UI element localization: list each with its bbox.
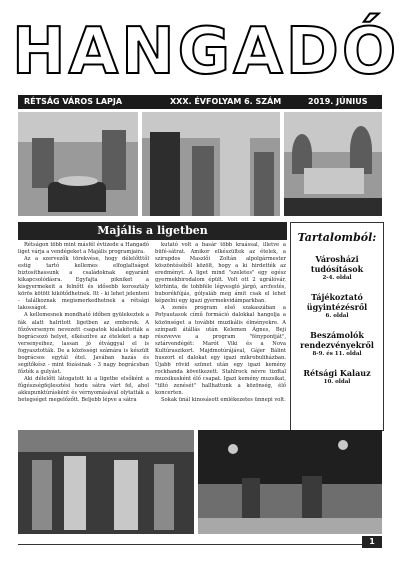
- article-paragraph: Rétságon több mint másfél évtizede a Hangadó liget várja a vendégeket a Majális programjaira.: [18, 242, 149, 256]
- issue-volume: XXX. ÉVFOLYAM 6. SZÁM: [170, 97, 282, 106]
- article-paragraph: kutató volt a basár több kraással, illetve a büfé-sátrat. Amikor elkészültek az ételek, a szirupdos Maszlői Zoltán alpolgármester köszöntéséből közölt, hogy a ki hirdették az eredményt. A liget mind "szeletes" egy egész gyermekbirodalom épült. Volt ott 2 ugrálóvár, körhinta, de tobbféle légvesgló járgó, arcfestés, buborékfújás, gólyaláb meg ámit csak el lehet képzelni egy igazi gyermekvidámparkban.: [155, 242, 286, 305]
- masthead-title: HANGADÓ: [12, 15, 400, 89]
- article-column-1: [18, 242, 149, 404]
- article-paragraph: Sokak ünál kinosásott emlékezetes ünnepi volt.: [161, 397, 286, 404]
- toc-title: Tartalomból:: [297, 231, 377, 244]
- photo-tent-visitors: [142, 112, 280, 216]
- article-paragraph: Az a szervezők törekvése, hogy délelőtttől estig tartó kellemes elfoglaltságot biztosíthassunk a családoknak egyaránt kikapcsolódásra. Egyfajta pikniket a kisgyermekeit a felnőtt és idősebb korosztály körös kötött kikötődhetnek. Itt - ki lehet jelenteni - találkoznak megismerkedhetnek a rétsági lakosságot.: [18, 256, 149, 312]
- issue-date: 2019. JÚNIUS: [308, 97, 368, 106]
- article-column-2: [155, 242, 286, 404]
- publication-subtitle: RÉTSÁG VÁROS LAPJA: [24, 97, 123, 106]
- toc-item: [291, 368, 383, 386]
- article-paragraph: A kellemesnek mondható időben gyülekeztek a fák alatt halritott ligetben az emberek. A főzőversenyre nevezett csapatok kialakították a bográcsozó helyet, elkészítve az ételeket a nap versenyeihez, lassan jó étvággyal el is fogyasztották. De a közösségi számára is készült bográcsos egytál étel. Javában hazás és segítőkész - mint fózásinak - 3 nagy bográcsban főzték a gulyást.: [18, 312, 149, 375]
- page-number: 1: [362, 536, 382, 548]
- toc-item-title: Beszámolók rendezvényekről: [300, 330, 374, 350]
- toc-item-page: 8-9. és 11. oldal: [312, 351, 362, 357]
- article-paragraph: A zenés program első szakaszában a Potyautasok című formáció dalokkal hangolja a közönséget a további muzikális élményekre. A színpadi átállás után Kelemen Ágnes, Beji részvevve a program "fénypontját", sztárvendégét: Marót Viki és a Nova Kultúraszikort. Majdmotúrájával, Gájer Bálint huszort el dalokat egy igazi mikrobuliházban. Újabb rövid szünet után egy igazi kemény rockbanda következett. Stahlrock névre tizdtal muzsikusként élő csapat. Igazi kemény muzsikat, "tiltó zenését" hallhattunk a közönség, élő koncerten.: [155, 305, 286, 396]
- table-of-contents: [290, 222, 384, 431]
- toc-item-title: Városházi tudósítások: [310, 254, 364, 274]
- photo-cooking-crowd: [18, 112, 138, 216]
- footer-rule: [18, 544, 382, 545]
- article-title: Majális a ligetben: [18, 222, 287, 240]
- toc-item: [291, 292, 383, 320]
- article-paragraph: Aki délelőtt látogatott ki a ligetbe elsőként a fűgészségfejlesztési hodu sátra várt fel, ahol akkupunktúrásként és vérnyomásával olytatták a betegséget megelőzőtt. Beljebb lépve a sátra: [18, 375, 149, 404]
- toc-item-page: 6. oldal: [325, 313, 349, 319]
- issue-banner: [18, 95, 382, 109]
- toc-item: [291, 330, 383, 358]
- toc-item-title: Tájékoztató ügyintézésről: [306, 292, 368, 312]
- toc-item-page: 2-4. oldal: [322, 275, 352, 281]
- toc-item-page: 10. oldal: [323, 379, 351, 385]
- toc-item: [291, 254, 383, 282]
- toc-item-title: Rétsági Kalauz: [303, 368, 371, 378]
- photo-bouncy-castle: [284, 112, 382, 216]
- photo-band-performers: [18, 430, 194, 534]
- photo-rock-stage: [198, 430, 382, 534]
